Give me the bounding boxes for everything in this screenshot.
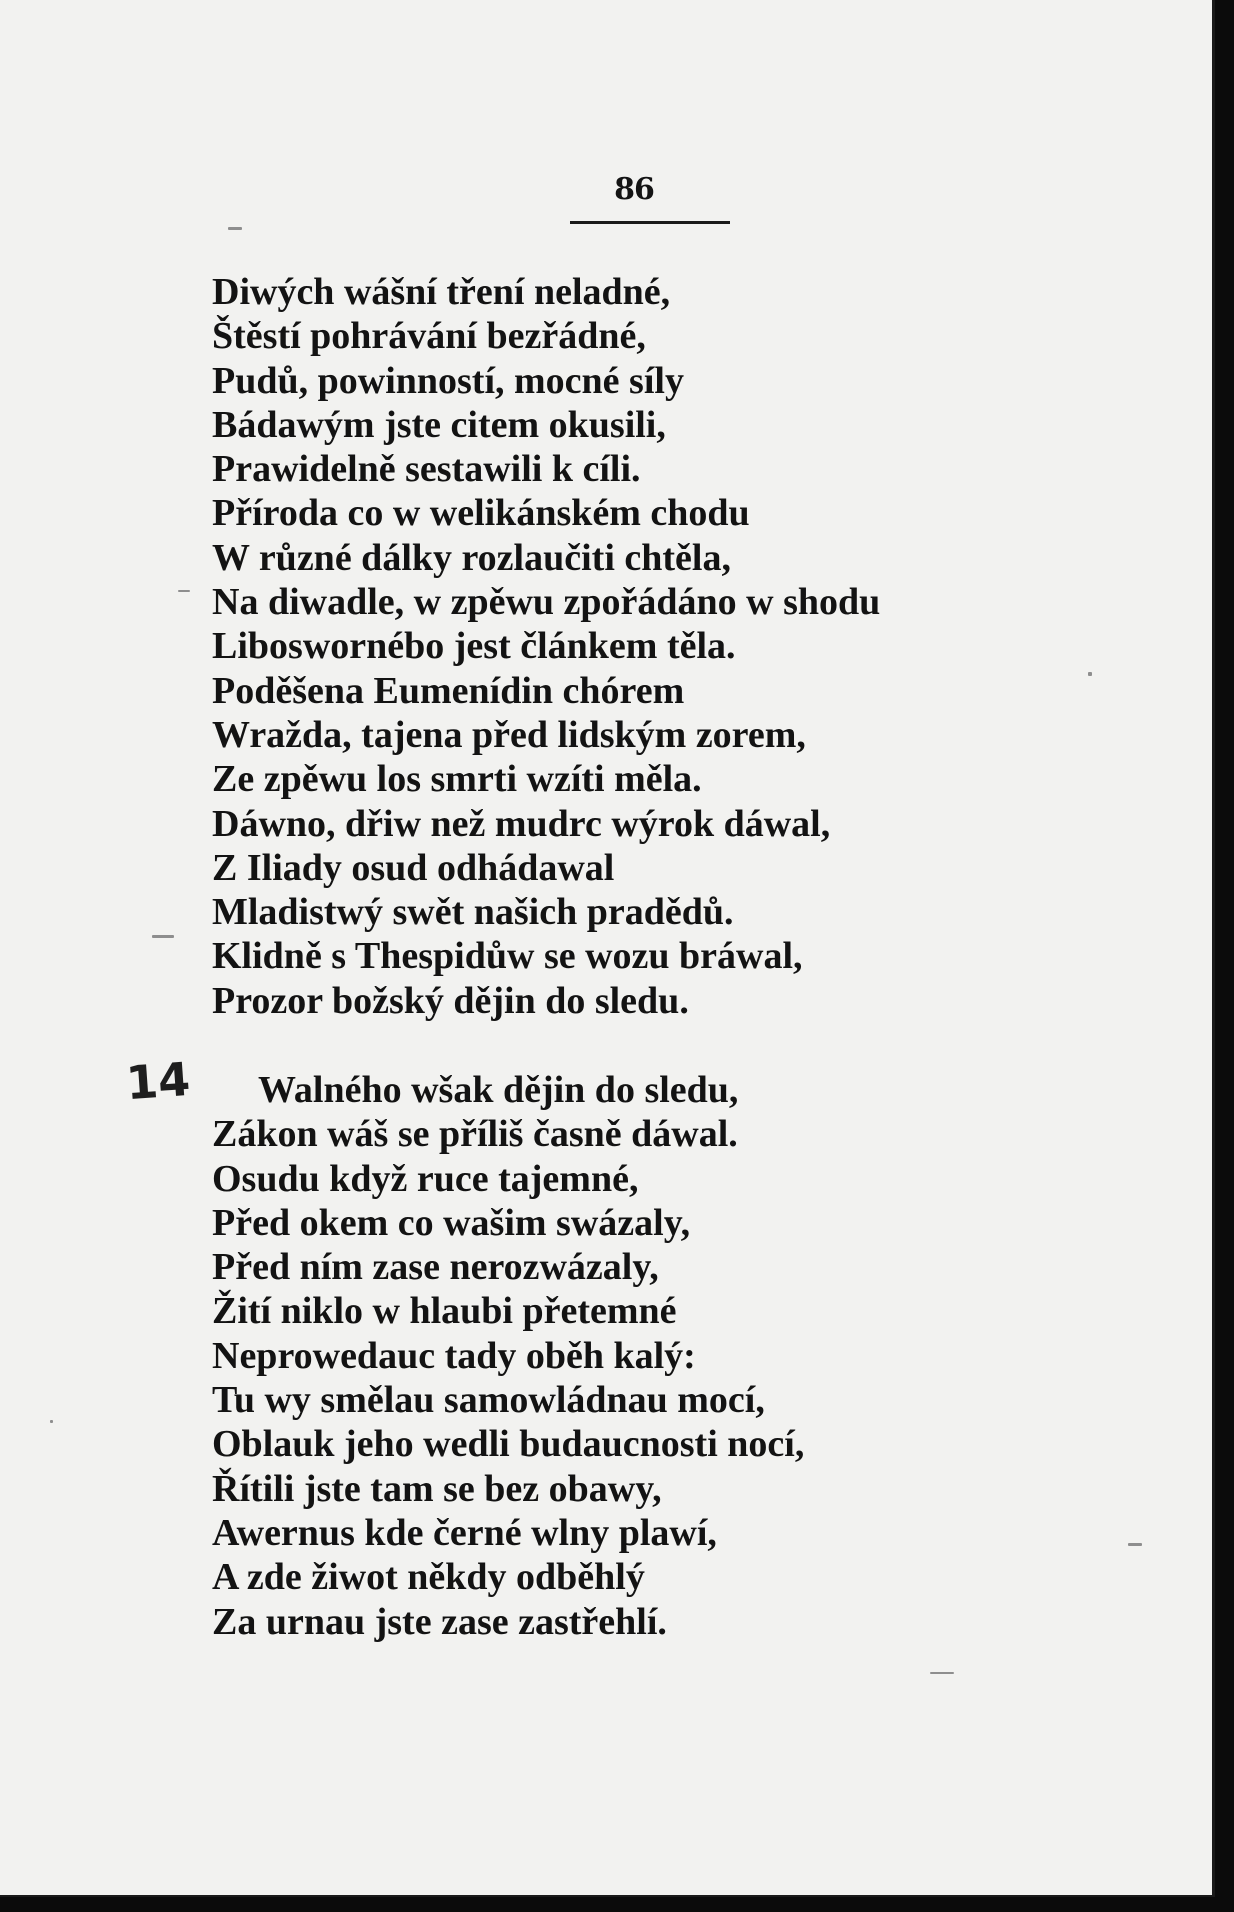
scan-speck (930, 1672, 954, 1674)
page-number-rule (570, 221, 730, 224)
verse-line: Za urnau jste zase zastřehlí. (212, 1600, 667, 1643)
verse-line: Tu wy smělau samowládnau mocí, (212, 1379, 765, 1422)
verse-line: Wražda, tajena před lidským zorem, (212, 713, 806, 756)
verse-line: Mladistwý swět našich pradědů. (212, 891, 734, 934)
scan-speck (50, 1420, 53, 1423)
verse-line: Poděšena Eumenídin chórem (212, 669, 685, 712)
verse-line: Liboswornébo jest článkem těla. (212, 625, 736, 668)
verse-line: Zákon wáš se příliš časně dáwal. (212, 1113, 738, 1156)
verse-line: Štěstí pohrávání bezřádné, (212, 315, 646, 358)
stanza-1 (212, 270, 880, 1023)
verse-line: Awernus kde černé wlny plawí, (212, 1511, 717, 1554)
scan-speck (152, 935, 174, 938)
verse-line: Dáwno, dřiw než mudrc wýrok dáwal, (212, 802, 831, 845)
handwritten-margin-note: 14 (124, 1051, 192, 1111)
stanza-2 (212, 1068, 804, 1644)
scan-speck (1088, 672, 1092, 676)
verse-line: Prawidelně sestawili k cíli. (212, 448, 641, 491)
verse-line: Na diwadle, w zpěwu zpořádáno w shodu (212, 581, 881, 624)
verse-line: Žití niklo w hlaubi přetemné (212, 1290, 677, 1333)
verse-line: Bádawým jste citem okusili, (212, 403, 666, 446)
verse-line: Ze zpěwu los smrti wzíti měla. (212, 758, 702, 801)
verse-line: Osudu když ruce tajemné, (212, 1157, 639, 1200)
verse-line: Oblauk jeho wedli budaucnosti nocí, (212, 1423, 805, 1466)
page-number: 86 (614, 172, 654, 207)
verse-line: Walného wšak dějin do sledu, (258, 1069, 739, 1111)
verse-line: Klidně s Thespidůw se wozu bráwal, (212, 935, 803, 978)
verse-line: W různé dálky rozlaučiti chtěla, (212, 536, 731, 579)
verse-line: Diwých wášní tření neladné, (212, 271, 671, 313)
verse-line: Neprowedauc tady oběh kalý: (212, 1334, 696, 1377)
scan-speck (1128, 1543, 1142, 1546)
verse-line: Před okem co wašim swázaly, (212, 1201, 691, 1244)
verse-line: Pudů, powinností, mocné síly (212, 359, 684, 402)
verse-line: Před ním zase nerozwázaly, (212, 1246, 659, 1289)
scan-speck (178, 590, 190, 592)
verse-line: Řítili jste tam se bez obawy, (212, 1467, 662, 1510)
scan-speck (228, 227, 242, 230)
verse-line: A zde žiwot někdy odběhlý (212, 1556, 645, 1599)
verse-line: Z Iliady osud odhádawal (212, 846, 615, 889)
verse-line: Příroda co w welikánském chodu (212, 492, 750, 535)
verse-line: Prozor božský dějin do sledu. (212, 979, 689, 1022)
